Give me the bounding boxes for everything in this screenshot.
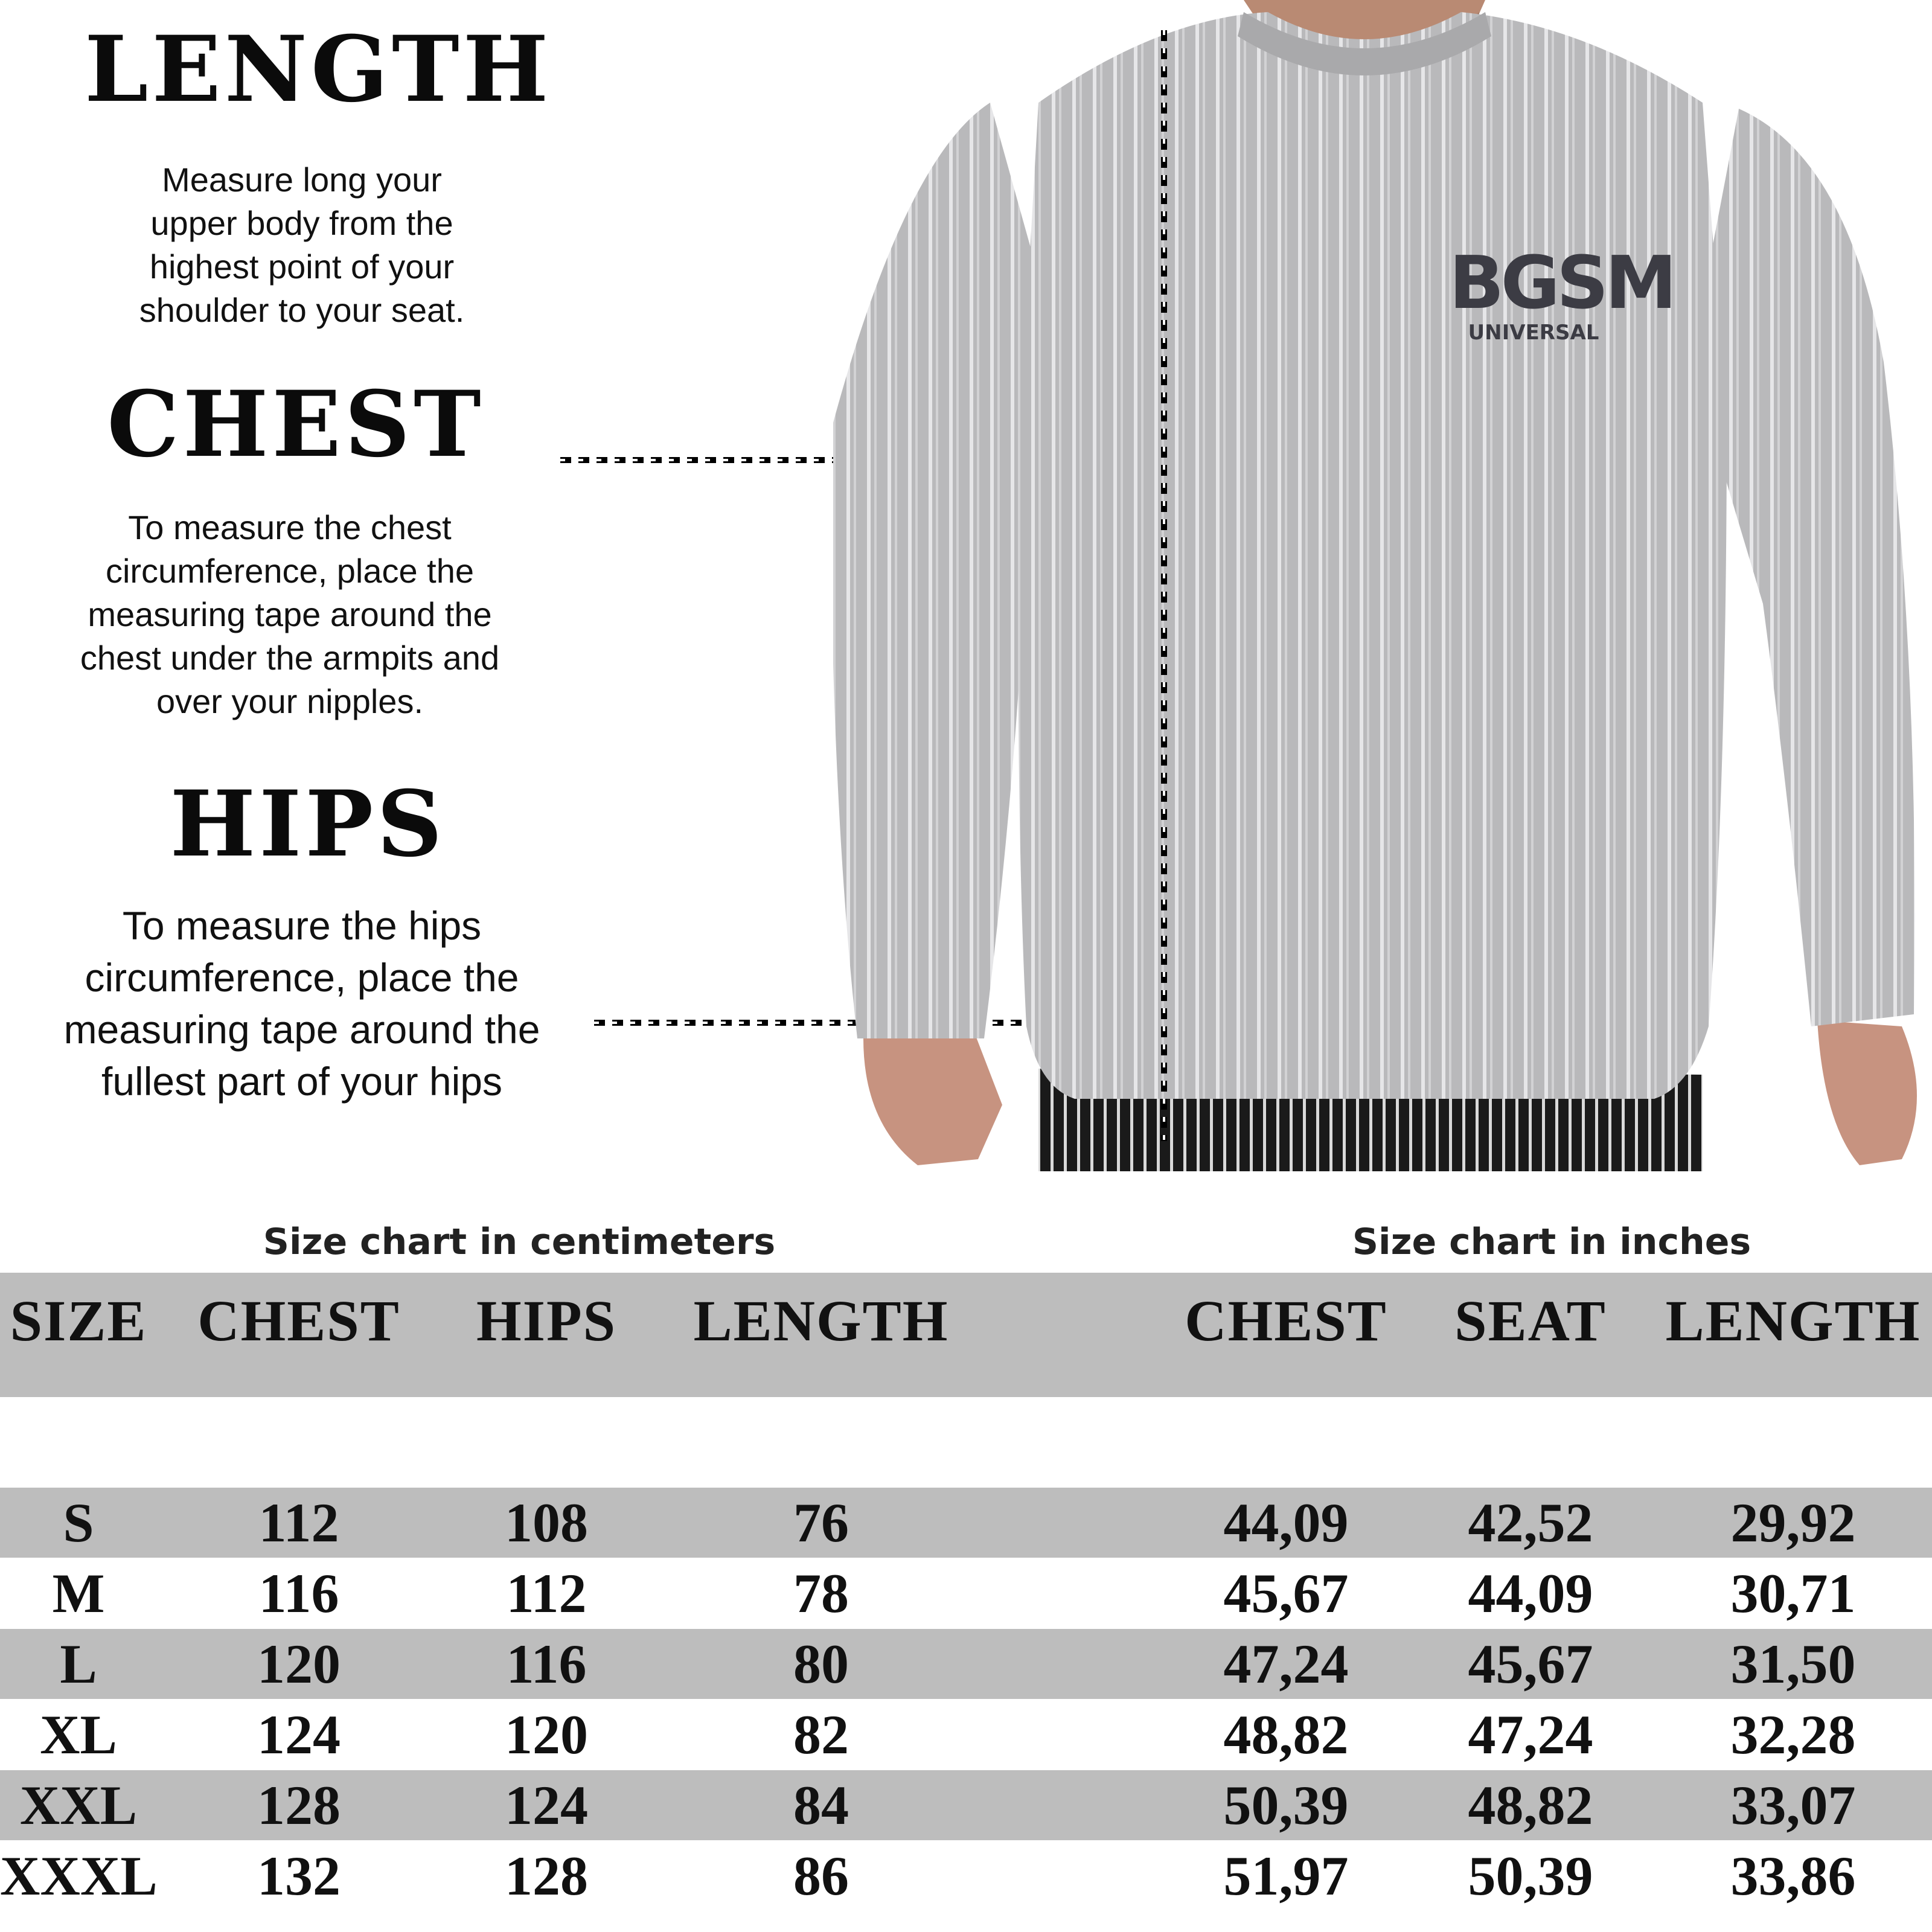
cell-size: XL: [40, 1704, 117, 1765]
cell-size: XXXL: [0, 1845, 158, 1907]
table-row: [0, 1841, 1932, 1911]
cell-hips-cm: 124: [505, 1774, 588, 1836]
cell-length-in: 31,50: [1730, 1633, 1856, 1695]
section-chest-text: To measure the chest circumference, place the measuring tape around the chest under the armpits and over your nipples.: [80, 508, 500, 720]
cell-length-cm: 86: [793, 1845, 849, 1907]
table-row: [0, 1770, 1932, 1840]
cell-seat-in: 45,67: [1468, 1633, 1593, 1695]
cell-length-in: 30,71: [1730, 1563, 1856, 1624]
cell-hips-cm: 116: [506, 1633, 587, 1695]
cell-chest-in: 45,67: [1223, 1563, 1349, 1624]
cell-chest-cm: 116: [258, 1563, 339, 1624]
cell-seat-in: 44,09: [1468, 1563, 1593, 1624]
cell-chest-cm: 112: [258, 1492, 339, 1553]
section-hips-title: HIPS: [170, 771, 446, 877]
cell-length-cm: 80: [793, 1633, 849, 1695]
cell-length-in: 32,28: [1730, 1704, 1856, 1765]
section-length-text: Measure long your upper body from the highest point of your shoulder to your seat.: [139, 161, 465, 329]
caption-centimeters: Size chart in centimeters: [263, 1221, 776, 1263]
table-row: [0, 1488, 1932, 1558]
header-length-cm: LENGTH: [693, 1288, 949, 1353]
cell-length-cm: 84: [793, 1774, 849, 1836]
header-size: SIZE: [10, 1288, 147, 1353]
cell-chest-cm: 120: [257, 1633, 341, 1695]
cell-chest-in: 48,82: [1223, 1704, 1349, 1765]
cell-size: M: [52, 1563, 105, 1624]
header-chest-in: CHEST: [1185, 1288, 1387, 1353]
cell-seat-in: 48,82: [1468, 1774, 1593, 1836]
caption-inches: Size chart in inches: [1352, 1221, 1751, 1263]
table-row: [0, 1558, 1932, 1628]
cell-length-cm: 76: [793, 1492, 849, 1553]
cell-seat-in: 42,52: [1468, 1492, 1593, 1553]
cell-hips-cm: 112: [506, 1563, 587, 1624]
cell-seat-in: 50,39: [1468, 1845, 1593, 1907]
cell-length-in: 33,07: [1730, 1774, 1856, 1836]
header-seat-in: SEAT: [1454, 1288, 1607, 1353]
header-hips-cm: HIPS: [476, 1288, 617, 1353]
cell-length-in: 29,92: [1730, 1492, 1856, 1553]
table-row: [0, 1700, 1932, 1770]
brand-logo-sub: UNIVERSAL: [1468, 321, 1599, 345]
cell-chest-in: 47,24: [1223, 1633, 1349, 1695]
cell-chest-in: 51,97: [1223, 1845, 1349, 1907]
section-hips-text: To measure the hips circumference, place the measuring tape around the fullest part of your hips: [63, 903, 540, 1104]
header-length-in: LENGTH: [1665, 1288, 1921, 1353]
cell-size: S: [63, 1492, 94, 1553]
header-chest-cm: CHEST: [197, 1288, 400, 1353]
cell-chest-cm: 124: [257, 1704, 341, 1765]
cell-hips-cm: 128: [505, 1845, 588, 1907]
cell-chest-in: 44,09: [1223, 1492, 1349, 1553]
cell-length-cm: 78: [793, 1563, 849, 1624]
cell-length-in: 33,86: [1730, 1845, 1856, 1907]
table-row: [0, 1629, 1932, 1699]
cell-chest-cm: 128: [257, 1774, 341, 1836]
cell-chest-cm: 132: [257, 1845, 341, 1907]
cell-size: L: [60, 1633, 97, 1695]
cell-seat-in: 47,24: [1468, 1704, 1593, 1765]
cell-length-cm: 82: [793, 1704, 849, 1765]
model-photo: [821, 0, 1932, 1171]
section-chest-title: CHEST: [107, 371, 485, 478]
brand-logo: [1449, 242, 1674, 345]
cell-hips-cm: 108: [505, 1492, 588, 1553]
brand-logo-main: BGSM: [1449, 242, 1674, 325]
cell-chest-in: 50,39: [1223, 1774, 1349, 1836]
cell-size: XXL: [19, 1774, 138, 1836]
cell-hips-cm: 120: [505, 1704, 588, 1765]
section-length-title: LENGTH: [85, 16, 552, 123]
